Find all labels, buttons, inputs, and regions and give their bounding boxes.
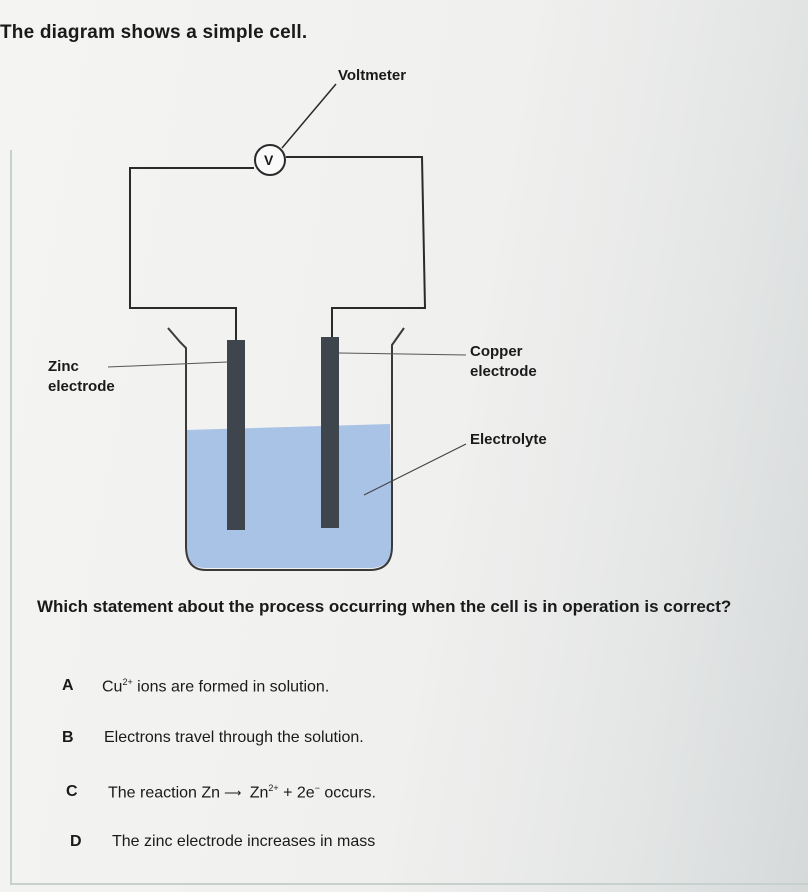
voltmeter-symbol: V	[264, 152, 274, 168]
option-a-text: $Cu^{2+}$ ions are formed in solution.	[102, 677, 330, 696]
intro-text: The diagram shows a simple cell.	[0, 22, 308, 43]
page-border-bottom	[10, 883, 808, 885]
copper-label-line1: Copper	[470, 343, 523, 360]
electrolyte	[186, 424, 392, 568]
option-a-letter: A	[62, 677, 74, 694]
copper-leader-line	[339, 353, 466, 355]
copper-label	[470, 342, 537, 382]
voltmeter-label: Voltmeter	[338, 67, 407, 84]
voltmeter-pointer-line	[282, 84, 336, 148]
copper-electrode	[321, 337, 339, 528]
option-d-letter: D	[70, 833, 82, 850]
question-text: Which statement about the process occurring when the cell is in operation is correct?	[37, 597, 732, 616]
zinc-label-line1: Zinc	[48, 358, 79, 375]
option-b-letter: B	[62, 729, 74, 746]
circuit-wire	[130, 157, 425, 342]
electrolyte-label: Electrolyte	[470, 431, 547, 448]
copper-label-line2: electrode	[470, 363, 537, 380]
option-b-text: Electrons travel through the solution.	[104, 729, 364, 746]
option-c-letter: C	[66, 783, 78, 800]
zinc-label	[48, 357, 115, 397]
option-d-text: The zinc electrode increases in mass	[112, 833, 376, 850]
zinc-leader-line	[108, 362, 227, 367]
option-c-text: The reaction Zn ⟶ $Zn^{2+} + 2e^-$ occurs.	[108, 783, 376, 802]
zinc-electrode	[227, 340, 245, 530]
zinc-label-line2: electrode	[48, 378, 115, 395]
